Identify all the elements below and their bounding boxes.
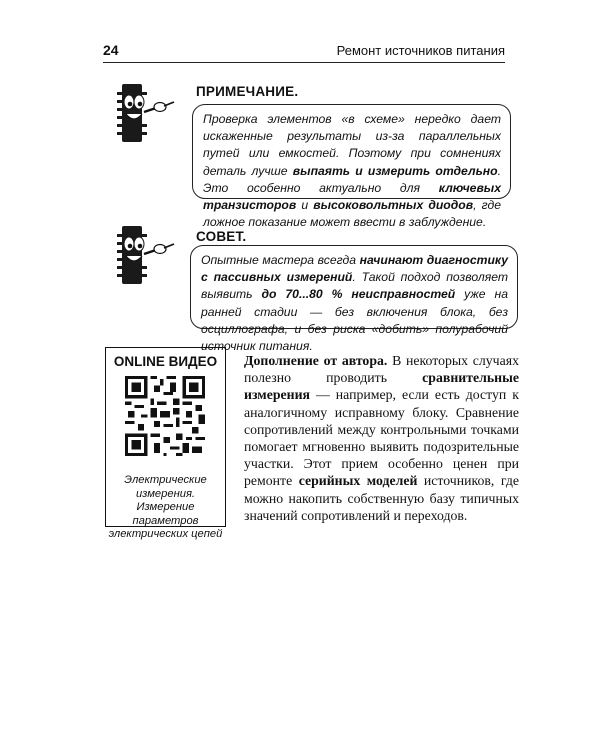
tip-box: [190, 245, 518, 354]
page-number: 24: [103, 42, 119, 58]
tip-emphasis: начинают диагностику с пассивных измерений: [201, 253, 508, 285]
addendum-text: источников, где можно накопить собственную базу типичных значений сопротивлений и переходов.: [244, 473, 519, 523]
addendum-emphasis: серийных моделей: [298, 473, 418, 489]
addendum-emphasis: сравнительные измерения: [244, 370, 519, 403]
author-addendum: [244, 352, 519, 524]
note-emphasis: выпаять и измерить отдельно: [292, 163, 498, 178]
tip-text: уже на ранней стадии — без включения блока, без осциллографа, и без риска «добить» полурабочий источник питания.: [201, 287, 508, 354]
tip-title: СОВЕТ.: [196, 229, 247, 244]
header-rule: [103, 62, 505, 63]
online-video-title: ONLINE ВИДЕО: [113, 354, 218, 369]
chip-mascot-icon: [108, 222, 180, 292]
tip-text: . Такой подход позволяет выявить: [201, 270, 509, 302]
note-text: , где ложное показание может ввести в заблуждение.: [203, 198, 501, 230]
note-emphasis: ключевых транзисторов: [203, 180, 501, 213]
note-title: ПРИМЕЧАНИЕ.: [196, 84, 299, 99]
online-video-caption: Электрические измерения. Измерение параметров электрических цепей: [108, 474, 223, 540]
chip-mascot-icon: [108, 80, 180, 150]
note-emphasis: высоковольтных диодов: [313, 198, 474, 213]
tip-text: Опытные мастера всегда: [201, 253, 360, 267]
addendum-text: — например, если есть доступ к аналогичному исправному блоку. Сравнение сопротивлений между контрольными точками помогает мгновенно выявить подозрительные участки. Этот прием особенно ценен при ремонте: [244, 387, 519, 489]
note-text: . Это особенно актуально для: [203, 163, 501, 195]
note-text: и: [296, 198, 314, 213]
tip-emphasis: до 70...80 % неисправностей: [261, 287, 456, 302]
running-title: Ремонт источников питания: [336, 43, 505, 58]
qr-code-icon[interactable]: [125, 376, 205, 456]
note-text: Проверка элементов «в схеме» нередко дает искаженные результаты из-за параллельных путей или емкостей. Поэтому при сомнениях деталь лучше: [203, 112, 501, 178]
note-box: [192, 104, 511, 230]
addendum-text: В некоторых случаях полезно проводить: [244, 353, 519, 386]
addendum-lead: Дополнение от автора.: [244, 353, 388, 368]
